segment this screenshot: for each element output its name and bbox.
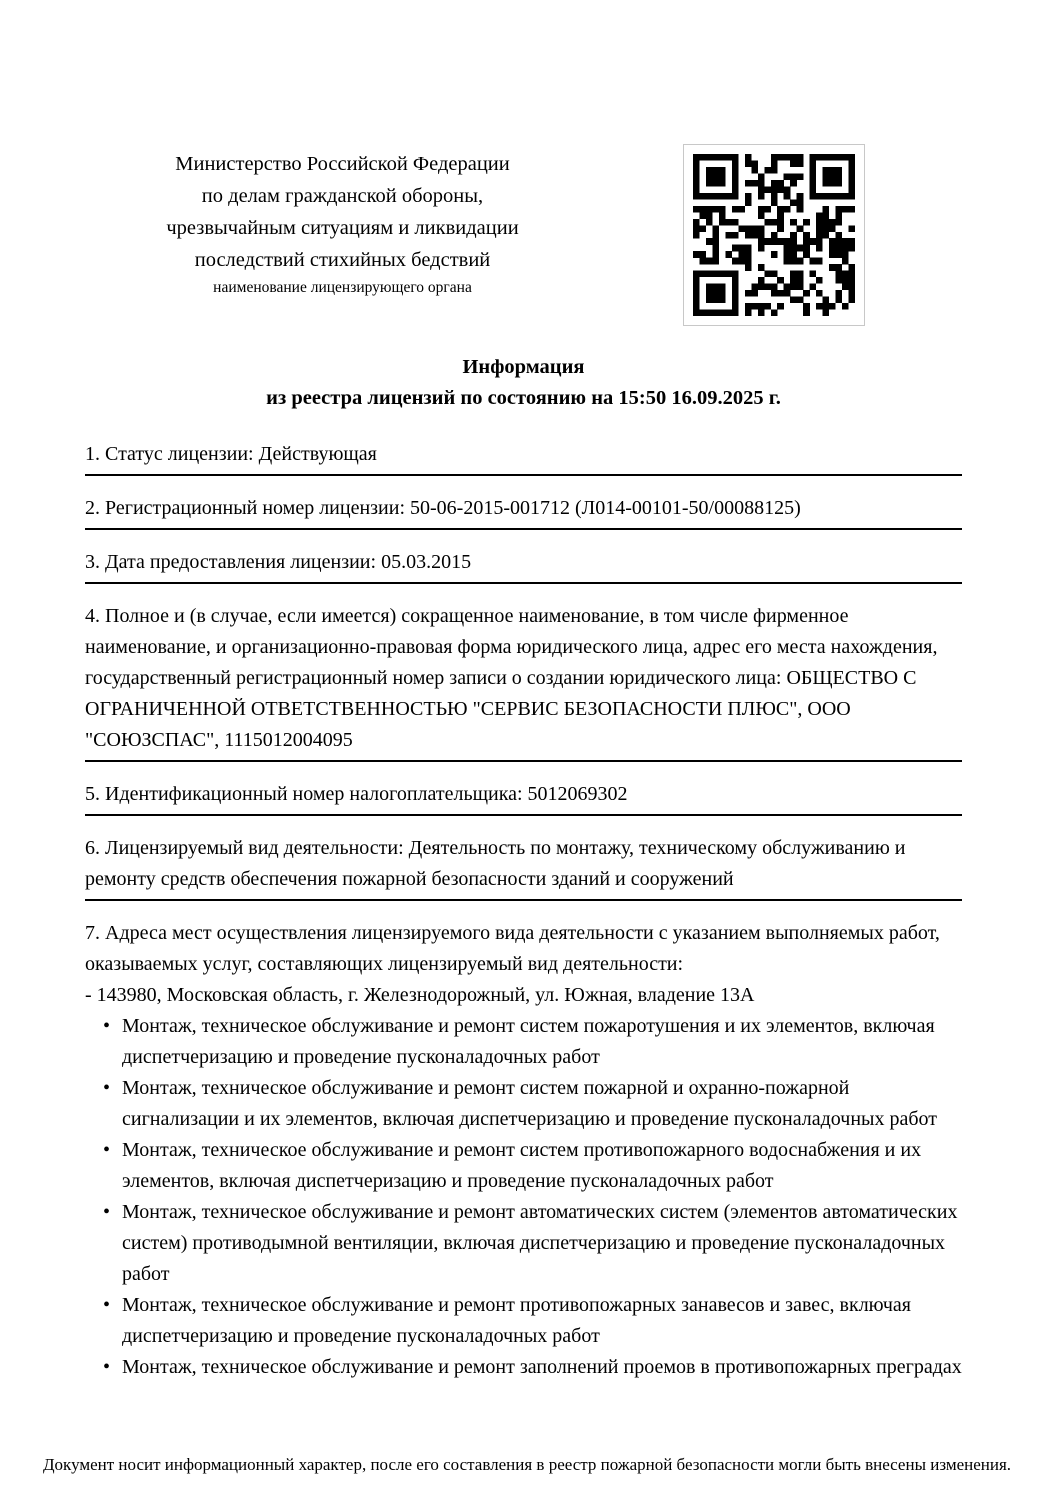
document-title: [85, 352, 962, 414]
document-body: [85, 352, 962, 1383]
field-licensed-activity: 6. Лицензируемый вид деятельности: Деятельность по монтажу, техническому обслуживанию и ремонту средств обеспечения пожарной безопасности зданий и сооружений: [85, 833, 962, 901]
work-item: • Монтаж, техническое обслуживание и ремонт автоматических систем (элементов автоматических систем) противодымной вентиляции, включая диспетчеризацию и проведение пусконаладочных работ: [122, 1197, 962, 1290]
qr-code: [683, 144, 865, 326]
address-line: - 143980, Московская область, г. Железнодорожный, ул. Южная, владение 13А: [85, 984, 755, 1006]
authority-name-line: по делам гражданской обороны,: [201, 185, 484, 207]
field-license-status: 1. Статус лицензии: Действующая: [85, 439, 962, 476]
title-subheading: из реестра лицензий по состоянию на 15:50 16.09.2025 г.: [266, 387, 781, 409]
works-list: [122, 1011, 962, 1383]
title-heading: Информация: [462, 356, 585, 378]
field-taxpayer-number: 5. Идентификационный номер налогоплательщика: 5012069302: [85, 779, 962, 816]
authority-name-line: последствий стихийных бедствий: [194, 249, 491, 271]
addresses-intro: 7. Адреса мест осуществления лицензируемого вида деятельности с указанием выполняемых работ, оказываемых услуг, составляющих лицензируемый вид деятельности:: [85, 922, 940, 975]
work-item: • Монтаж, техническое обслуживание и ремонт систем пожарной и охранно-пожарной сигнализации и их элементов, включая диспетчеризацию и проведение пусконаладочных работ: [122, 1073, 962, 1135]
licensing-authority-block: [70, 148, 615, 298]
authority-name-line: чрезвычайным ситуациям и ликвидации: [166, 217, 519, 239]
work-item: • Монтаж, техническое обслуживание и ремонт заполнений проемов в противопожарных преградах: [122, 1352, 962, 1383]
work-item: • Монтаж, техническое обслуживание и ремонт систем противопожарного водоснабжения и их элементов, включая диспетчеризацию и проведение пусконаладочных работ: [122, 1135, 962, 1197]
work-item: • Монтаж, техническое обслуживание и ремонт систем пожаротушения и их элементов, включая диспетчеризацию и проведение пусконаладочных работ: [122, 1011, 962, 1073]
field-legal-entity-name: 4. Полное и (в случае, если имеется) сокращенное наименование, в том числе фирменное наименование, и организационно-правовая форма юридического лица, адрес его места нахождения, государственный регистрационный номер записи о создании юридического лица: ОБЩЕСТВО С ОГРАНИЧЕННОЙ ОТВЕТСТВЕННОСТЬЮ "СЕРВИС БЕЗОПАСНОСТИ ПЛЮС", ООО "СОЮЗСПАС", 1115012004095: [85, 601, 962, 762]
footer-disclaimer: Документ носит информационный характер, после его составления в реестр пожарной безопасности могли быть внесены изменения.: [42, 1455, 1012, 1474]
authority-caption: наименование лицензирующего органа: [213, 279, 472, 296]
field-registration-number: 2. Регистрационный номер лицензии: 50-06-2015-001712 (Л014-00101-50/00088125): [85, 493, 962, 530]
work-item: • Монтаж, техническое обслуживание и ремонт противопожарных занавесов и завес, включая диспетчеризацию и проведение пусконаладочных работ: [122, 1290, 962, 1352]
field-grant-date: 3. Дата предоставления лицензии: 05.03.2015: [85, 547, 962, 584]
section-addresses: [85, 918, 962, 1383]
authority-name-line: Министерство Российской Федерации: [175, 153, 510, 175]
